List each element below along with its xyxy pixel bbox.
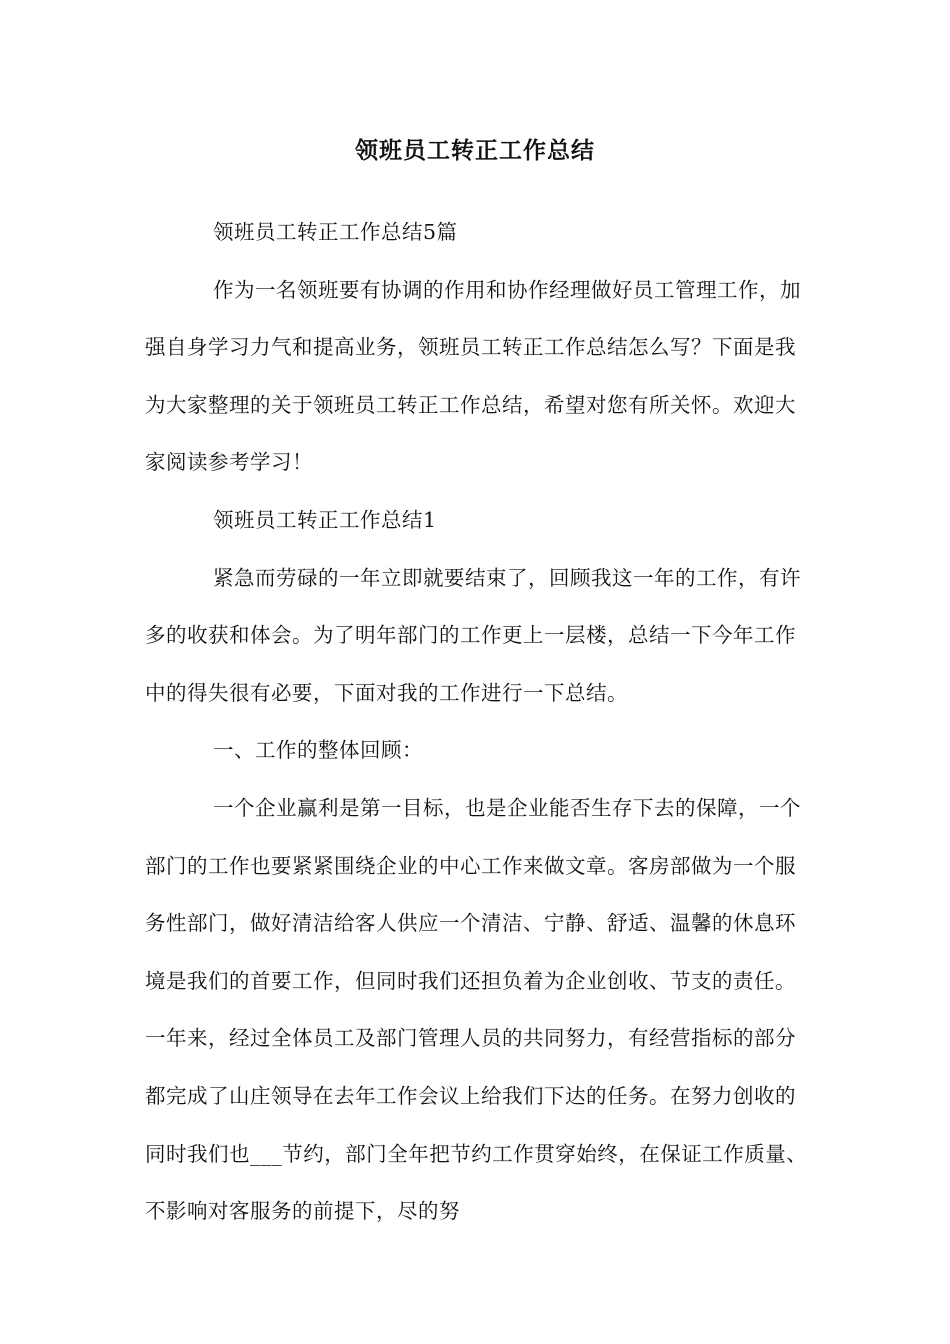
document-body: [145, 204, 810, 1241]
body-paragraph: 紧急而劳碌的一年立即就要结束了，回顾我这一年的工作，有许多的收获和体会。为了明年部门的工作更上一层楼，总结一下今年工作中的得失很有必要，下面对我的工作进行一下总结。: [145, 565, 801, 705]
body-paragraph: 一个企业赢利是第一目标，也是企业能否生存下去的保障，一个部门的工作也要紧紧围绕企业的中心工作来做文章。客房部做为一个服务性部门，做好清洁给客人供应一个清洁、宁静、舒适、温馨的休息环境是我们的首要工作，但同时我们还担负着为企业创收、节支的责任。一年来，经过全体员工及部门管理人员的共同努力，有经营指标的部分都完成了山庄领导在去年工作会议上给我们下达的任务。在努力创收的同时我们也___节约，部门全年把节约工作贯穿始终，在保证工作质量、不影响对客服务的前提下，尽的努: [145, 795, 808, 1224]
subsection-heading: 一、工作的整体回顾：: [213, 738, 423, 763]
document-subtitle: 领班员工转正工作总结5篇: [213, 220, 458, 244]
document-title: 领班员工转正工作总结: [355, 137, 595, 164]
intro-paragraph: 作为一名领班要有协调的作用和协作经理做好员工管理工作，加强自身学习力气和提高业务，领班员工转正工作总结怎么写？下面是我为大家整理的关于领班员工转正工作总结，希望对您有所关怀。欢迎大家阅读参考学习！: [145, 277, 801, 475]
section-heading: 领班员工转正工作总结1: [213, 507, 437, 532]
